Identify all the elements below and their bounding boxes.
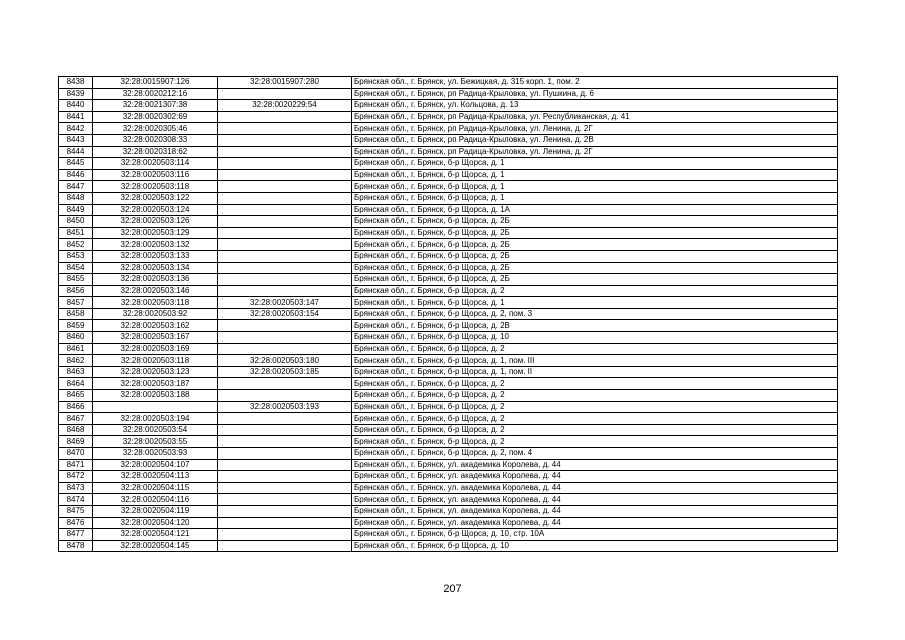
cadastral-number-cell: 32:28:0020305:46	[93, 123, 218, 135]
row-number-cell: 8438	[59, 77, 93, 89]
row-number-cell: 8477	[59, 529, 93, 541]
related-cadastral-number-cell	[218, 192, 352, 204]
table-row	[59, 239, 838, 251]
related-cadastral-number-cell	[218, 529, 352, 541]
cadastral-number-cell: 32:28:0020503:194	[93, 413, 218, 425]
cadastral-number-cell	[93, 401, 218, 413]
address-cell: Брянская обл., г. Брянск, б-р Щорса, д. 2	[352, 401, 838, 413]
address-cell: Брянская обл., г. Брянск, ул. академика Королева, д. 44	[352, 459, 838, 471]
cadastral-number-cell: 32:28:0020503:167	[93, 332, 218, 344]
address-cell: Брянская обл., г. Брянск, б-р Щорса, д. 2	[352, 413, 838, 425]
row-number-cell: 8449	[59, 204, 93, 216]
related-cadastral-number-cell: 32:28:0020503:154	[218, 308, 352, 320]
related-cadastral-number-cell: 32:28:0020503:193	[218, 401, 352, 413]
address-cell: Брянская обл., г. Брянск, ул. академика Королева, д. 44	[352, 482, 838, 494]
table-row	[59, 401, 838, 413]
address-cell: Брянская обл., г. Брянск, б-р Щорса, д. 1	[352, 181, 838, 193]
table-row	[59, 158, 838, 170]
row-number-cell: 8474	[59, 494, 93, 506]
row-number-cell: 8468	[59, 424, 93, 436]
related-cadastral-number-cell	[218, 436, 352, 448]
row-number-cell: 8472	[59, 471, 93, 483]
table-row	[59, 366, 838, 378]
row-number-cell: 8442	[59, 123, 93, 135]
related-cadastral-number-cell: 32:28:0015907:280	[218, 77, 352, 89]
table-row	[59, 262, 838, 274]
address-cell: Брянская обл., г. Брянск, б-р Щорса, д. 2Б	[352, 274, 838, 286]
related-cadastral-number-cell	[218, 459, 352, 471]
table-row	[59, 494, 838, 506]
cadastral-number-cell: 32:28:0020504:145	[93, 540, 218, 552]
cadastral-number-cell: 32:28:0020504:121	[93, 529, 218, 541]
table-row	[59, 181, 838, 193]
cadastral-number-cell: 32:28:0020503:92	[93, 308, 218, 320]
related-cadastral-number-cell	[218, 169, 352, 181]
row-number-cell: 8463	[59, 366, 93, 378]
related-cadastral-number-cell	[218, 250, 352, 262]
address-cell: Брянская обл., г. Брянск, б-р Щорса, д. 2Б	[352, 250, 838, 262]
table-row	[59, 529, 838, 541]
related-cadastral-number-cell	[218, 158, 352, 170]
address-cell: Брянская обл., г. Брянск, ул. Кольцова, д. 13	[352, 100, 838, 112]
related-cadastral-number-cell	[218, 204, 352, 216]
table-row	[59, 459, 838, 471]
related-cadastral-number-cell	[218, 378, 352, 390]
cadastral-number-cell: 32:28:0020503:116	[93, 169, 218, 181]
cadastral-number-cell: 32:28:0020308:33	[93, 134, 218, 146]
cadastral-number-cell: 32:28:0020503:118	[93, 181, 218, 193]
address-cell: Брянская обл., г. Брянск, б-р Щорса, д. 2В	[352, 320, 838, 332]
table-row	[59, 297, 838, 309]
table-row	[59, 482, 838, 494]
address-cell: Брянская обл., г. Брянск, б-р Щорса, д. 2Б	[352, 262, 838, 274]
table-row	[59, 146, 838, 158]
table-row	[59, 88, 838, 100]
cadastral-number-cell: 32:28:0020503:118	[93, 297, 218, 309]
row-number-cell: 8459	[59, 320, 93, 332]
related-cadastral-number-cell	[218, 285, 352, 297]
related-cadastral-number-cell	[218, 88, 352, 100]
address-cell: Брянская обл., г. Брянск, б-р Щорса, д. 10	[352, 540, 838, 552]
table-row	[59, 274, 838, 286]
row-number-cell: 8475	[59, 505, 93, 517]
row-number-cell: 8447	[59, 181, 93, 193]
cadastral-number-cell: 32:28:0020212:16	[93, 88, 218, 100]
table-row	[59, 77, 838, 89]
address-cell: Брянская обл., г. Брянск, б-р Щорса, д. 2	[352, 436, 838, 448]
row-number-cell: 8473	[59, 482, 93, 494]
row-number-cell: 8467	[59, 413, 93, 425]
table-row	[59, 169, 838, 181]
table-row	[59, 204, 838, 216]
row-number-cell: 8478	[59, 540, 93, 552]
related-cadastral-number-cell: 32:28:0020229:54	[218, 100, 352, 112]
row-number-cell: 8465	[59, 390, 93, 402]
table-row	[59, 216, 838, 228]
address-cell: Брянская обл., г. Брянск, б-р Щорса, д. 1	[352, 297, 838, 309]
cadastral-number-cell: 32:28:0020503:188	[93, 390, 218, 402]
cadastral-number-cell: 32:28:0020504:115	[93, 482, 218, 494]
related-cadastral-number-cell: 32:28:0020503:180	[218, 355, 352, 367]
table-row	[59, 250, 838, 262]
cadastral-number-cell: 32:28:0020503:133	[93, 250, 218, 262]
address-cell: Брянская обл., г. Брянск, рп Радица-Крыловка, ул. Пушкина, д. 6	[352, 88, 838, 100]
row-number-cell: 8451	[59, 227, 93, 239]
related-cadastral-number-cell	[218, 390, 352, 402]
table-row	[59, 100, 838, 112]
cadastral-number-cell: 32:28:0020318:62	[93, 146, 218, 158]
address-cell: Брянская обл., г. Брянск, рп Радица-Крыловка, ул. Республиканская, д. 41	[352, 111, 838, 123]
cadastral-number-cell: 32:28:0020503:134	[93, 262, 218, 274]
row-number-cell: 8460	[59, 332, 93, 344]
row-number-cell: 8470	[59, 448, 93, 460]
address-cell: Брянская обл., г. Брянск, б-р Щорса, д. 2Б	[352, 239, 838, 251]
row-number-cell: 8456	[59, 285, 93, 297]
cadastral-number-cell: 32:28:0020503:132	[93, 239, 218, 251]
row-number-cell: 8454	[59, 262, 93, 274]
related-cadastral-number-cell	[218, 111, 352, 123]
address-cell: Брянская обл., г. Брянск, б-р Щорса, д. 2	[352, 390, 838, 402]
related-cadastral-number-cell	[218, 123, 352, 135]
address-cell: Брянская обл., г. Брянск, б-р Щорса, д. 10, стр. 10А	[352, 529, 838, 541]
address-cell: Брянская обл., г. Брянск, б-р Щорса, д. 2, пом. 3	[352, 308, 838, 320]
related-cadastral-number-cell: 32:28:0020503:147	[218, 297, 352, 309]
row-number-cell: 8462	[59, 355, 93, 367]
related-cadastral-number-cell	[218, 424, 352, 436]
table-row	[59, 308, 838, 320]
row-number-cell: 8471	[59, 459, 93, 471]
row-number-cell: 8469	[59, 436, 93, 448]
cadastral-number-cell: 32:28:0020503:162	[93, 320, 218, 332]
cadastral-number-cell: 32:28:0020503:114	[93, 158, 218, 170]
related-cadastral-number-cell	[218, 227, 352, 239]
address-cell: Брянская обл., г. Брянск, б-р Щорса, д. 2Б	[352, 227, 838, 239]
cadastral-number-cell: 32:28:0020503:129	[93, 227, 218, 239]
related-cadastral-number-cell	[218, 540, 352, 552]
address-cell: Брянская обл., г. Брянск, ул. академика Королева, д. 44	[352, 505, 838, 517]
table-row	[59, 123, 838, 135]
row-number-cell: 8450	[59, 216, 93, 228]
row-number-cell: 8453	[59, 250, 93, 262]
row-number-cell: 8452	[59, 239, 93, 251]
related-cadastral-number-cell	[218, 482, 352, 494]
row-number-cell: 8458	[59, 308, 93, 320]
cadastral-number-cell: 32:28:0020504:116	[93, 494, 218, 506]
address-cell: Брянская обл., г. Брянск, б-р Щорса, д. 2	[352, 378, 838, 390]
address-cell: Брянская обл., г. Брянск, ул. академика Королева, д. 44	[352, 517, 838, 529]
table-row	[59, 227, 838, 239]
row-number-cell: 8439	[59, 88, 93, 100]
table-row	[59, 134, 838, 146]
row-number-cell: 8466	[59, 401, 93, 413]
address-cell: Брянская обл., г. Брянск, б-р Щорса, д. 2	[352, 343, 838, 355]
address-cell: Брянская обл., г. Брянск, рп Радица-Крыловка, ул. Ленина, д. 2Г	[352, 123, 838, 135]
cadastral-number-cell: 32:28:0020504:107	[93, 459, 218, 471]
related-cadastral-number-cell	[218, 181, 352, 193]
related-cadastral-number-cell	[218, 343, 352, 355]
cadastral-number-cell: 32:28:0020503:118	[93, 355, 218, 367]
cadastral-number-cell: 32:28:0020503:93	[93, 448, 218, 460]
row-number-cell: 8464	[59, 378, 93, 390]
table-row	[59, 505, 838, 517]
row-number-cell: 8443	[59, 134, 93, 146]
row-number-cell: 8446	[59, 169, 93, 181]
address-cell: Брянская обл., г. Брянск, б-р Щорса, д. 1А	[352, 204, 838, 216]
related-cadastral-number-cell	[218, 517, 352, 529]
registry-table-body	[59, 77, 838, 552]
row-number-cell: 8445	[59, 158, 93, 170]
table-row	[59, 343, 838, 355]
related-cadastral-number-cell	[218, 146, 352, 158]
address-cell: Брянская обл., г. Брянск, б-р Щорса, д. 1, пом. III	[352, 355, 838, 367]
related-cadastral-number-cell	[218, 332, 352, 344]
cadastral-number-cell: 32:28:0020503:146	[93, 285, 218, 297]
address-cell: Брянская обл., г. Брянск, б-р Щорса, д. 10	[352, 332, 838, 344]
cadastral-number-cell: 32:28:0020503:169	[93, 343, 218, 355]
address-cell: Брянская обл., г. Брянск, б-р Щорса, д. 2Б	[352, 216, 838, 228]
related-cadastral-number-cell	[218, 471, 352, 483]
cadastral-number-cell: 32:28:0020503:122	[93, 192, 218, 204]
page-number: 207	[443, 583, 462, 595]
cadastral-number-cell: 32:28:0020504:119	[93, 505, 218, 517]
table-row	[59, 320, 838, 332]
cadastral-number-cell: 32:28:0020504:120	[93, 517, 218, 529]
address-cell: Брянская обл., г. Брянск, б-р Щорса, д. 1, пом. II	[352, 366, 838, 378]
table-row	[59, 448, 838, 460]
table-row	[59, 192, 838, 204]
address-cell: Брянская обл., г. Брянск, б-р Щорса, д. 1	[352, 158, 838, 170]
address-cell: Брянская обл., г. Брянск, ул. академика Королева, д. 44	[352, 471, 838, 483]
cadastral-number-cell: 32:28:0020503:55	[93, 436, 218, 448]
related-cadastral-number-cell: 32:28:0020503:185	[218, 366, 352, 378]
row-number-cell: 8440	[59, 100, 93, 112]
address-cell: Брянская обл., г. Брянск, ул. академика Королева, д. 44	[352, 494, 838, 506]
table-row	[59, 378, 838, 390]
related-cadastral-number-cell	[218, 239, 352, 251]
related-cadastral-number-cell	[218, 262, 352, 274]
cadastral-number-cell: 32:28:0020504:113	[93, 471, 218, 483]
table-row	[59, 111, 838, 123]
related-cadastral-number-cell	[218, 216, 352, 228]
table-row	[59, 436, 838, 448]
cadastral-number-cell: 32:28:0020302:69	[93, 111, 218, 123]
address-cell: Брянская обл., г. Брянск, б-р Щорса, д. 2	[352, 424, 838, 436]
related-cadastral-number-cell	[218, 134, 352, 146]
address-cell: Брянская обл., г. Брянск, б-р Щорса, д. 1	[352, 169, 838, 181]
cadastral-number-cell: 32:28:0020503:187	[93, 378, 218, 390]
cadastral-number-cell: 32:28:0020503:54	[93, 424, 218, 436]
cadastral-number-cell: 32:28:0021307:38	[93, 100, 218, 112]
related-cadastral-number-cell	[218, 413, 352, 425]
table-row	[59, 332, 838, 344]
address-cell: Брянская обл., г. Брянск, рп Радица-Крыловка, ул. Ленина, д. 2Г	[352, 146, 838, 158]
row-number-cell: 8457	[59, 297, 93, 309]
registry-table	[58, 76, 838, 552]
row-number-cell: 8444	[59, 146, 93, 158]
table-row	[59, 355, 838, 367]
table-row	[59, 424, 838, 436]
address-cell: Брянская обл., г. Брянск, б-р Щорса, д. 2, пом. 4	[352, 448, 838, 460]
table-row	[59, 517, 838, 529]
row-number-cell: 8455	[59, 274, 93, 286]
cadastral-number-cell: 32:28:0015907:126	[93, 77, 218, 89]
cadastral-number-cell: 32:28:0020503:123	[93, 366, 218, 378]
table-row	[59, 285, 838, 297]
related-cadastral-number-cell	[218, 494, 352, 506]
cadastral-number-cell: 32:28:0020503:126	[93, 216, 218, 228]
table-row	[59, 540, 838, 552]
row-number-cell: 8448	[59, 192, 93, 204]
related-cadastral-number-cell	[218, 274, 352, 286]
row-number-cell: 8441	[59, 111, 93, 123]
related-cadastral-number-cell	[218, 320, 352, 332]
related-cadastral-number-cell	[218, 448, 352, 460]
related-cadastral-number-cell	[218, 505, 352, 517]
address-cell: Брянская обл., г. Брянск, б-р Щорса, д. 1	[352, 192, 838, 204]
address-cell: Брянская обл., г. Брянск, б-р Щорса, д. 2	[352, 285, 838, 297]
cadastral-number-cell: 32:28:0020503:136	[93, 274, 218, 286]
table-row	[59, 390, 838, 402]
cadastral-number-cell: 32:28:0020503:124	[93, 204, 218, 216]
address-cell: Брянская обл., г. Брянск, рп Радица-Крыловка, ул. Ленина, д. 2В	[352, 134, 838, 146]
address-cell: Брянская обл., г. Брянск, ул. Бежицкая, д. 315 корп. 1, пом. 2	[352, 77, 838, 89]
table-row	[59, 471, 838, 483]
table-row	[59, 413, 838, 425]
row-number-cell: 8476	[59, 517, 93, 529]
row-number-cell: 8461	[59, 343, 93, 355]
